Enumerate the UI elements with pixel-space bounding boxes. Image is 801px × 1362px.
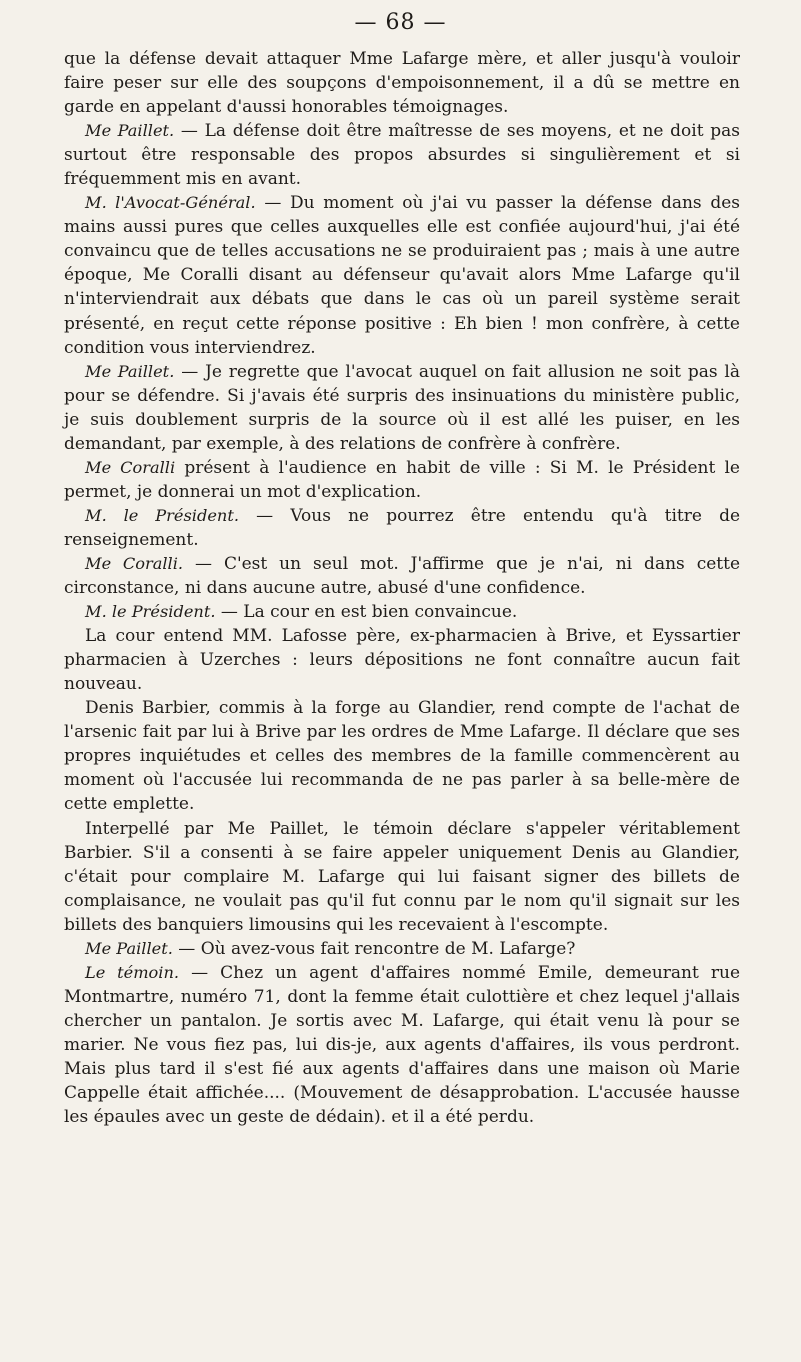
paragraph — [64, 504, 740, 552]
paragraph-text: — La défense doit être maîtresse de ses moyens, et ne doit pas surtout être responsable des propos absurdes si singulièrement et si fréquemment mis en avant. — [64, 121, 740, 190]
speaker-name: Me Paillet. — [85, 938, 173, 958]
paragraph-text: présent à l'audience en habit de ville : Si M. le Président le permet, je donnerai un mot d'explication. — [64, 457, 740, 502]
paragraph — [64, 624, 740, 696]
speaker-name: M. le Président. — [85, 505, 239, 525]
speaker-name: M. l'Avocat-Général. — [85, 193, 256, 213]
paragraph-text: — Du moment où j'ai vu passer la défense dans des mains aussi pures que celles auxquelles elle est confiée aujourd'hui, j'ai été convaincu que de telles accusations ne se produiraient pas ; mais à une autre époque, Me Coralli disant au défenseur qu'avait alors Mme Lafarge qu'il n'interviendrait aux débats que dans le cas où un pareil système serait présenté, en reçut cette réponse positive : Eh bien ! mon confrère, à cette condition vous interviendrez. — [64, 193, 740, 358]
paragraph — [64, 552, 740, 600]
paragraph-text: que la défense devait attaquer Mme Lafarge mère, et aller jusqu'à vouloir faire peser sur elle des soupçons d'empoisonnement, il a dû se mettre en garde en appelant d'aussi honorables témoignages. — [64, 49, 740, 118]
paragraph — [64, 937, 740, 961]
page-number: — 68 — — [354, 10, 447, 35]
paragraph — [64, 456, 740, 504]
speaker-name: Me Paillet. — [85, 121, 175, 141]
paragraph — [64, 817, 740, 937]
speaker-name: M. le Président. — [85, 602, 216, 622]
paragraph — [64, 191, 740, 359]
speaker-name: Me Paillet. — [85, 361, 175, 381]
paragraph-text: — Je regrette que l'avocat auquel on fait allusion ne soit pas là pour se défendre. Si j'avais été surpris des insinuations du ministère public, je suis doublement surpris de la source où il est allé les puiser, en les demandant, par exemple, à des relations de confrère à confrère. — [64, 361, 740, 454]
paragraph — [64, 961, 740, 1129]
paragraph — [64, 360, 740, 456]
paragraph — [64, 119, 740, 191]
paragraph-text: — La cour en est bien convaincue. — [215, 602, 518, 623]
paragraph-text: — Où avez-vous fait rencontre de M. Lafarge? — [172, 938, 576, 959]
paragraph — [64, 696, 740, 816]
paragraph-text: — C'est un seul mot. J'affirme que je n'ai, ni dans cette circonstance, ni dans aucune autre, abusé d'une confidence. — [64, 553, 741, 599]
paragraph-text: La cour entend MM. Lafosse père, ex-pharmacien à Brive, et Eyssartier pharmacien à Uzerches : leurs dépositions ne font connaître aucun fait nouveau. — [64, 626, 740, 695]
paragraph — [64, 47, 740, 119]
body-text — [64, 47, 740, 1129]
paragraph-text: Interpellé par Me Paillet, le témoin déclare s'appeler véritablement Barbier. S'il a consenti à se faire appeler uniquement Denis au Glandier, c'était pour complaire M. Lafarge qui lui faisant signer des billets de complaisance, ne voulait pas qu'il fut connu par le nom qu'il signait sur les billets des banquiers limousins qui les recevaient à l'escompte. — [64, 818, 740, 935]
speaker-name: Le témoin. — [85, 962, 180, 982]
paragraph — [64, 600, 740, 624]
paragraph-text: — Chez un agent d'affaires nommé Emile, demeurant rue Montmartre, numéro 71, dont la femme était culottière et chez lequel j'allais chercher un pantalon. Je sortis avec M. Lafarge, qui était venu là pour se marier. Ne vous fiez pas, lui dis-je, aux agents d'affaires, ils vous perdront. Mais plus tard il s'est fié aux agents d'affaires dans une maison où Marie Cappelle était affichée.... (Mouvement de désapprobation. L'accusée hausse les épaules avec un geste de dédain). et il a été perdu. — [64, 962, 741, 1128]
speaker-name: Me Coralli — [85, 457, 176, 477]
paragraph-text: — Vous ne pourrez être entendu qu'à titre de renseignement. — [64, 505, 741, 550]
speaker-name: Me Coralli. — [85, 553, 184, 573]
paragraph-text: Denis Barbier, commis à la forge au Glandier, rend compte de l'achat de l'arsenic fait par lui à Brive par les ordres de Mme Lafarge. Il déclare que ses propres inquiétudes et celles des membres de la famille commencèrent au moment où l'accusée lui recommanda de ne pas parler à sa belle-mère de cette emplette. — [64, 698, 740, 815]
